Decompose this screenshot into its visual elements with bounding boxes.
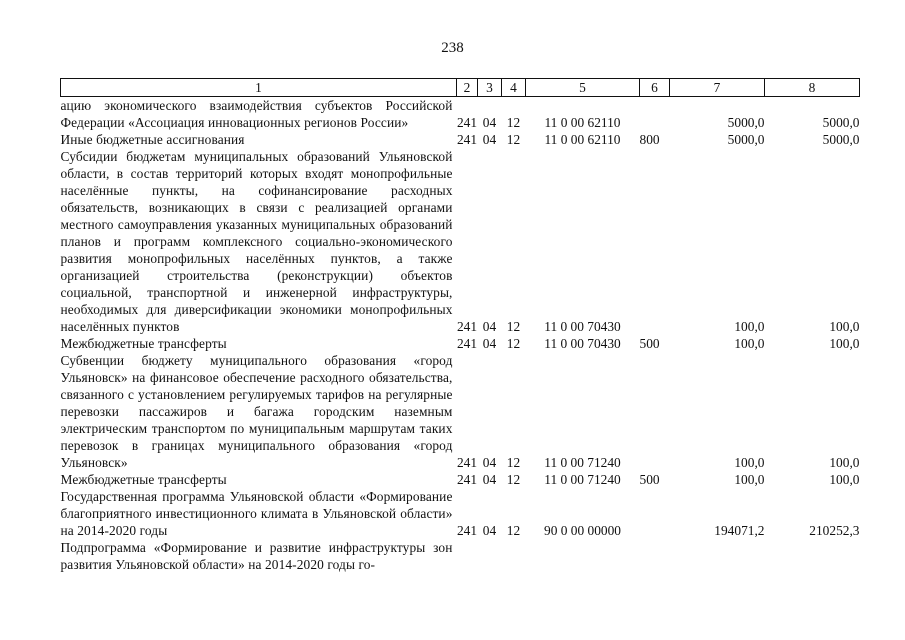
table-row [61,488,860,539]
row-name: Подпрограмма «Формирование и развитие инфраструктуры зон развития Ульяновской области» на 2014-2020 годы го- [60,540,453,572]
row-code-expense-type [640,352,670,471]
row-code-ministry: 241 [456,472,478,487]
row-amount-col8: 5000,0 [822,115,860,130]
row-name: Субсидии бюджетам муниципальных образований Ульяновской области, в состав территорий которых входят монопрофильные населённые пункты, на софинансирование расходных обязательств, возникающих в связи с реализацией органами местного самоуправления указанных муниципальных образований планов и программ комплексного социально-экономического развития монопрофильных населённых пунктов, а также организацией строительства (реконструкции) объектов социальной, транспортной и инженерной инфраструктуры, необходимых для диверсификации экономики монопрофильных населённых пунктов [60,149,453,334]
column-header-1: 1 [61,79,457,97]
row-amount-col7: 5000,0 [727,115,765,130]
row-amount-col8: 100,0 [829,336,860,351]
row-amount-col7: 100,0 [734,455,765,470]
row-code-expense-type [640,488,670,539]
row-code-expense-type: 800 [639,132,660,147]
column-header-3: 3 [478,79,502,97]
page-number: 238 [441,40,464,56]
row-code-ministry: 241 [456,132,478,147]
row-code-subsection: 12 [506,319,521,334]
row-code-target: 11 0 00 62110 [544,115,621,130]
table-row [61,539,860,573]
row-code-target: 11 0 00 71240 [544,472,621,487]
column-header-4: 4 [502,79,526,97]
table-row [61,335,860,352]
row-code-ministry: 241 [456,319,478,334]
row-code-expense-type: 500 [639,336,660,351]
row-code-subsection [502,539,526,573]
row-code-ministry: 241 [456,455,478,470]
row-name: ацию экономического взаимодействия субъектов Российской Федерации «Ассоциация инновационных регионов России» [60,98,453,130]
row-code-target: 11 0 00 62110 [544,132,621,147]
row-amount-col7 [670,539,765,573]
row-code-target: 11 0 00 70430 [544,336,621,351]
row-code-expense-type: 500 [639,472,660,487]
row-code-subsection: 12 [506,115,521,130]
row-code-section: 04 [482,523,497,538]
row-code-subsection: 12 [506,523,521,538]
row-code-subsection: 12 [506,336,521,351]
budget-table [60,78,860,573]
table-row [61,131,860,148]
row-code-target [526,539,640,573]
row-code-target: 11 0 00 70430 [544,319,621,334]
column-header-8: 8 [765,79,860,97]
table-row [61,352,860,471]
column-header-2: 2 [457,79,478,97]
row-code-expense-type [640,148,670,335]
row-code-expense-type [640,539,670,573]
table-header-row [61,79,860,97]
row-code-expense-type [640,97,670,132]
row-amount-col7: 100,0 [734,336,765,351]
row-name: Субвенции бюджету муниципального образования «город Ульяновск» на финансовое обеспечение расходного обязательства, связанного с установлением регулируемых тарифов на регулярные перевозки пассажиров и багажа городским наземным электрическим транспортом по муниципальным маршрутам таких перевозок в границах муниципального образования «город Ульяновск» [60,353,453,470]
row-amount-col8: 100,0 [829,472,860,487]
table-row [61,471,860,488]
row-name: Иные бюджетные ассигнования [60,132,245,147]
row-code-subsection: 12 [506,132,521,147]
column-header-7: 7 [670,79,765,97]
row-amount-col8: 100,0 [829,455,860,470]
table-row [61,148,860,335]
row-code-section: 04 [482,336,497,351]
row-name: Государственная программа Ульяновской области «Формирование благоприятного инвестиционного климата в Ульяновской области» на 2014-2020 годы [60,489,453,538]
row-amount-col8 [765,539,860,573]
row-amount-col8: 100,0 [829,319,860,334]
row-code-ministry [457,539,478,573]
column-header-5: 5 [526,79,640,97]
row-code-section: 04 [482,132,497,147]
row-amount-col7: 100,0 [734,319,765,334]
row-amount-col8: 5000,0 [822,132,860,147]
row-code-target: 90 0 00 00000 [544,523,621,538]
row-code-section [478,539,502,573]
row-code-section: 04 [482,472,497,487]
row-code-ministry: 241 [456,115,478,130]
row-code-section: 04 [482,319,497,334]
row-code-target: 11 0 00 71240 [544,455,621,470]
column-header-6: 6 [640,79,670,97]
row-amount-col7: 100,0 [734,472,765,487]
row-amount-col8: 210252,3 [809,523,860,538]
row-amount-col7: 194071,2 [714,523,765,538]
row-code-ministry: 241 [456,336,478,351]
row-code-subsection: 12 [506,455,521,470]
table-row [61,97,860,132]
row-code-section: 04 [482,115,497,130]
row-name: Межбюджетные трансферты [60,336,227,351]
row-name: Межбюджетные трансферты [60,472,227,487]
row-code-ministry: 241 [456,523,478,538]
row-code-subsection: 12 [506,472,521,487]
row-amount-col7: 5000,0 [727,132,765,147]
row-code-section: 04 [482,455,497,470]
